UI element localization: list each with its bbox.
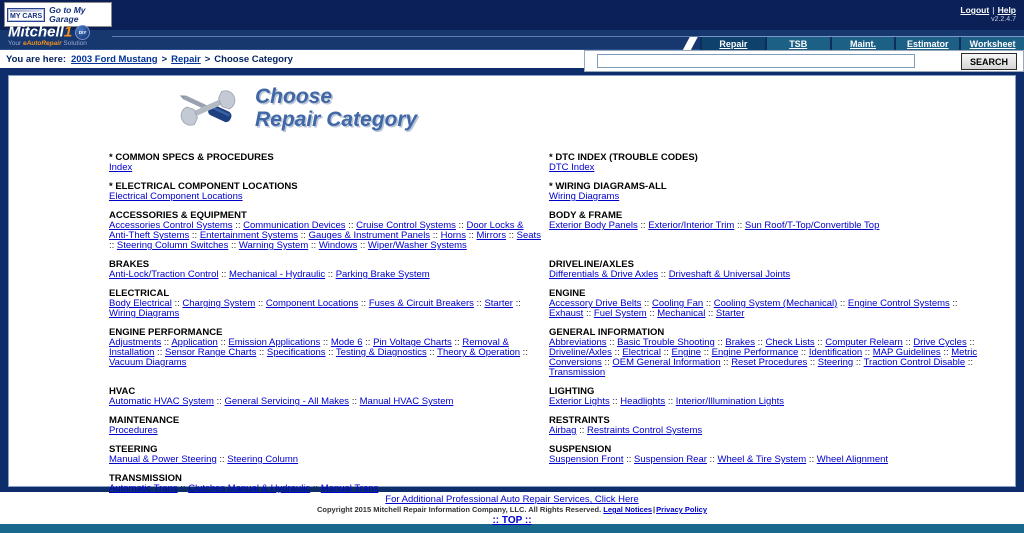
category-section [109,328,544,378]
link-separator: :: [451,337,463,348]
top-link[interactable]: :: TOP :: [492,515,532,526]
category-links [109,299,544,319]
category-link[interactable]: Anti-Lock/Traction Control [109,269,219,280]
link-separator: :: [430,230,441,241]
link-separator: :: [189,230,200,241]
category-links [109,163,544,173]
link-separator: :: [637,220,649,231]
tab-repair[interactable]: Repair [700,37,765,50]
category-links [109,270,544,280]
category-links [549,299,979,319]
category-link[interactable]: Theory & Operation [437,347,521,358]
tab-maint[interactable]: Maint. [830,37,895,50]
main-area [0,68,1024,492]
category-link[interactable]: Manual & Power Steering [109,454,217,465]
link-separator: :: [706,454,718,465]
category-link[interactable]: MAP Guidelines [872,347,941,358]
link-separator: :: [161,337,172,348]
category-link[interactable]: Application [171,337,218,348]
category-link[interactable]: Cruise Control Systems [356,220,456,231]
category-title: HVAC [109,386,136,397]
category-links [109,426,544,436]
category-title: LIGHTING [549,386,595,397]
category-title: * DTC INDEX (TROUBLE CODES) [549,152,698,163]
link-separator: :: [806,454,817,465]
category-link[interactable]: Pin Voltage Charts [373,337,452,348]
link-separator: :: [177,483,189,494]
category-link[interactable]: Engine [671,347,702,358]
link-separator: :: [465,230,477,241]
category-link[interactable]: Reset Procedures [731,357,808,368]
category-link[interactable]: Driveline/Axles [549,347,612,358]
link-separator: :: [902,337,914,348]
category-link[interactable]: Identification [808,347,863,358]
footer [0,492,1024,524]
plate-label: MY CARS [10,12,43,20]
category-section [549,328,979,378]
link-separator: :: [660,347,672,358]
category-section [549,416,979,436]
category-link[interactable]: Restraints Control Systems [587,425,703,436]
category-link[interactable]: Mechanical [657,308,706,319]
license-plate-icon [7,8,45,22]
category-link[interactable]: OEM General Information [612,357,721,368]
category-link[interactable]: Wiring Diagrams [109,308,180,319]
category-link[interactable]: Abbreviations [549,337,607,348]
category-title: * ELECTRICAL COMPONENT LOCATIONS [109,181,298,192]
link-separator: :: [232,220,244,231]
link-separator: :: [814,337,826,348]
link-separator: :: [473,298,485,309]
category-link[interactable]: Exterior/Interior Trim [648,220,735,231]
tab-worksheet[interactable]: Worksheet [959,37,1024,50]
category-title: * COMMON SPECS & PROCEDURES [109,152,274,163]
link-separator: :: [606,337,618,348]
category-link[interactable]: Starter [484,298,513,309]
link-separator: :: [658,269,669,280]
category-section [109,260,544,280]
category-link[interactable]: Specifications [266,347,326,358]
category-title: SUSPENSION [549,444,612,455]
category-links [109,338,544,368]
mitchell1-logo [8,25,90,47]
link-separator: :: [862,347,873,358]
category-link[interactable]: Engine Control Systems [847,298,950,309]
logout-link[interactable]: Logout [960,5,990,15]
category-link[interactable]: Starter [715,308,745,319]
link-separator: :: [171,298,183,309]
category-link[interactable]: Airbag [549,425,577,436]
category-links [109,221,544,251]
category-link[interactable]: General Servicing - All Makes [224,396,350,407]
tab-bar [700,36,1024,50]
category-section [109,445,544,465]
category-link[interactable]: Mechanical - Hydraulic [229,269,326,280]
link-separator: :: [611,347,623,358]
category-link[interactable]: Automatic HVAC System [109,396,214,407]
category-link[interactable]: Headlights [620,396,666,407]
breadcrumb-separator: > [161,53,168,65]
category-links [549,163,979,173]
link-separator: :: [623,454,635,465]
top-bar [0,0,1024,30]
category-section [109,182,544,202]
category-section [109,211,544,251]
category-link[interactable]: Component Locations [265,298,359,309]
category-link[interactable]: Engine Performance [711,347,799,358]
category-link[interactable]: Mirrors [476,230,507,241]
link-separator: :: [837,298,848,309]
category-link[interactable]: Manual HVAC System [359,396,454,407]
link-separator: :: [308,240,319,251]
category-link[interactable]: Gauges & Instrument Panels [308,230,431,241]
link-separator: :: [358,298,369,309]
category-link[interactable]: Exterior Lights [549,396,610,407]
category-link[interactable]: Body Electrical [109,298,172,309]
logo-one: 1 [63,23,73,41]
category-title: BODY & FRAME [549,210,623,221]
category-link[interactable]: Emission Applications [228,337,321,348]
link-separator: :: [576,425,588,436]
category-section [549,260,979,280]
category-link[interactable]: Automatic Trans [109,483,178,494]
category-section [109,387,544,407]
category-link[interactable]: Suspension Front [549,454,624,465]
category-link[interactable]: Sensor Range Charts [164,347,257,358]
category-links [109,397,544,407]
page-title: Choose Repair Category [255,85,418,131]
category-link[interactable]: Index [109,162,133,173]
category-link[interactable]: Removal & Installation [109,337,509,358]
link-separator: :: [426,347,438,358]
link-separator: :: [325,347,336,358]
link-separator: :: [807,357,818,368]
category-links [549,455,979,465]
link-divider: | [992,5,995,15]
category-link[interactable]: Wiring Diagrams [549,191,620,202]
category-link[interactable]: Exhaust [549,308,584,319]
category-link[interactable]: Exterior Body Panels [549,220,638,231]
category-link[interactable]: Testing & Diagnostics [335,347,427,358]
legal-notices-link[interactable]: Legal Notices [603,505,653,514]
category-link[interactable]: Sun Roof/T-Top/Convertible Top [744,220,880,231]
category-link[interactable]: Fuses & Circuit Breakers [368,298,474,309]
help-link[interactable]: Help [997,5,1016,15]
link-separator: :: [357,240,368,251]
category-section [109,474,544,494]
category-links [549,192,979,202]
category-title: ENGINE [549,288,586,299]
link-separator: :: [217,337,229,348]
link-separator: :: [228,240,239,251]
category-link[interactable]: Communication Devices [243,220,346,231]
link-separator: :: [455,220,467,231]
category-section [549,445,979,465]
link-separator: :: [298,230,309,241]
link-separator: :: [255,298,266,309]
link-separator: :: [216,454,228,465]
breadcrumb-vehicle-link[interactable]: 2003 Ford Mustang [71,53,158,65]
category-title: * WIRING DIAGRAMS-ALL [549,181,667,192]
link-separator: :: [506,230,517,241]
category-link[interactable]: Wheel Alignment [816,454,889,465]
logo-tagline: Your eAutoRepair Solution [8,40,87,47]
category-link[interactable]: Charging System [182,298,256,309]
link-separator: :: [583,308,594,319]
link-separator: :: [349,396,360,407]
header [0,0,1024,50]
copyright-line [0,505,1024,515]
category-link[interactable]: Horns [440,230,466,241]
category-section [109,289,544,319]
link-separator: :: [966,337,975,348]
category-title: DRIVELINE/AXLES [549,259,634,270]
tab-estimator[interactable]: Estimator [894,37,959,50]
link-separator: :: [362,337,374,348]
category-link[interactable]: Seats [516,230,541,241]
category-link[interactable]: Wiper/Washer Systems [367,240,467,251]
category-link[interactable]: Steering Column Switches [116,240,229,251]
breadcrumb-prefix: You are here: [6,53,67,65]
category-link[interactable]: Manual Trans [320,483,379,494]
category-title: RESTRAINTS [549,415,610,426]
category-link[interactable]: Computer Relearn [825,337,903,348]
category-links [109,484,544,494]
logo-orb-icon: DIY [75,25,90,40]
category-title: ELECTRICAL [109,288,170,299]
category-link[interactable]: Suspension Rear [634,454,707,465]
category-title: GENERAL INFORMATION [549,327,665,338]
category-section [549,289,979,319]
link-separator: :: [940,347,952,358]
link-separator: :: [734,220,745,231]
category-link[interactable]: Accessories Control Systems [109,220,233,231]
category-links [109,455,544,465]
link-divider: | [653,505,656,514]
category-link[interactable]: Basic Trouble Shooting [617,337,715,348]
category-section [109,153,544,173]
category-title: BRAKES [109,259,150,270]
link-separator: :: [705,308,716,319]
link-separator: :: [218,269,230,280]
category-link[interactable]: Parking Brake System [335,269,430,280]
link-separator: :: [512,298,521,309]
category-section [549,387,979,407]
category-link[interactable]: Electrical [622,347,661,358]
breadcrumb-current: Choose Category [214,53,293,65]
crossed-tools-icon [173,85,243,131]
category-links [109,192,544,202]
link-separator: :: [949,298,958,309]
category-link[interactable]: Wheel & Tire System [717,454,807,465]
category-link[interactable]: Electrical Component Locations [109,191,243,202]
category-links [549,338,979,378]
category-link[interactable]: Warning System [238,240,309,251]
link-separator: :: [965,357,974,368]
link-separator: :: [601,357,613,368]
category-link[interactable]: Drive Cycles [913,337,967,348]
category-link[interactable]: Entertainment Systems [199,230,299,241]
link-separator: :: [325,269,336,280]
garage-label: Go to My Garage [49,4,86,24]
breadcrumb-repair-link[interactable]: Repair [171,53,201,65]
category-link[interactable]: Windows [318,240,358,251]
category-grid [9,135,1015,494]
tab-tsb[interactable]: TSB [765,37,830,50]
category-link[interactable]: Procedures [109,425,158,436]
category-link[interactable]: Cooling Fan [651,298,704,309]
link-separator: :: [665,396,676,407]
category-link[interactable]: Door Locks & Anti-Theft Systems [109,220,524,241]
category-title: TRANSMISSION [109,473,182,484]
main-panel [8,75,1016,494]
link-separator: :: [310,483,321,494]
search-button[interactable]: SEARCH [961,53,1017,70]
category-link[interactable]: Transmission [549,367,606,378]
category-link[interactable]: Driveshaft & Universal Joints [668,269,791,280]
category-link[interactable]: Check Lists [765,337,815,348]
category-link[interactable]: Clutches Manual & Hydraulic [188,483,311,494]
category-link[interactable]: Vacuum Diagrams [109,357,187,368]
category-section [109,416,544,436]
link-separator: :: [154,347,165,358]
tab-top-line [112,36,704,37]
link-separator: :: [345,220,357,231]
category-title: ENGINE PERFORMANCE [109,327,223,338]
link-separator: :: [109,240,117,251]
link-separator: :: [520,347,528,358]
link-separator: :: [213,396,225,407]
category-links [549,397,979,407]
category-title: STEERING [109,444,158,455]
breadcrumb-row [0,50,1024,68]
link-separator: :: [641,298,652,309]
link-separator: :: [703,298,714,309]
title-block [173,85,1015,135]
category-link[interactable]: Adjustments [109,337,162,348]
category-title: ACCESSORIES & EQUIPMENT [109,210,247,221]
version-label: v2.2.4.7 [991,16,1016,23]
category-link[interactable]: Differentials & Drive Axles [549,269,659,280]
category-link[interactable]: Accessory Drive Belts [549,298,642,309]
search-input[interactable] [597,54,915,68]
category-section [549,153,979,173]
link-separator: :: [609,396,621,407]
copyright-text: Copyright 2015 Mitchell Repair Information Company, LLC. All Rights Reserved. [316,505,602,514]
category-link[interactable]: Steering Column [227,454,299,465]
search-box [584,50,1024,72]
link-separator: :: [320,337,331,348]
category-link[interactable]: Cooling System (Mechanical) [713,298,838,309]
category-section [549,182,979,202]
category-link[interactable]: Mode 6 [330,337,363,348]
link-separator: :: [701,347,712,358]
category-link[interactable]: Fuel System [593,308,647,319]
link-separator: :: [798,347,809,358]
category-links [549,426,979,436]
link-separator: :: [714,337,726,348]
category-section [549,474,979,494]
services-link[interactable]: For Additional Professional Auto Repair Services, Click Here [385,494,639,505]
category-links [549,221,979,231]
category-link[interactable]: Metric Conversions [549,347,978,368]
category-section [549,211,979,251]
link-separator: :: [720,357,732,368]
privacy-policy-link[interactable]: Privacy Policy [656,505,708,514]
category-link[interactable]: Steering [817,357,854,368]
category-title: MAINTENANCE [109,415,180,426]
category-link[interactable]: Traction Control Disable [863,357,966,368]
breadcrumb-separator: > [204,53,211,65]
session-links [960,5,1016,15]
link-separator: :: [646,308,658,319]
logo-text: Mitchell [8,23,64,41]
category-link[interactable]: DTC Index [549,162,595,173]
category-link[interactable]: Brakes [725,337,755,348]
link-separator: :: [853,357,864,368]
link-separator: :: [754,337,766,348]
link-separator: :: [256,347,267,358]
category-link[interactable]: Interior/Illumination Lights [675,396,784,407]
category-links [549,270,979,280]
